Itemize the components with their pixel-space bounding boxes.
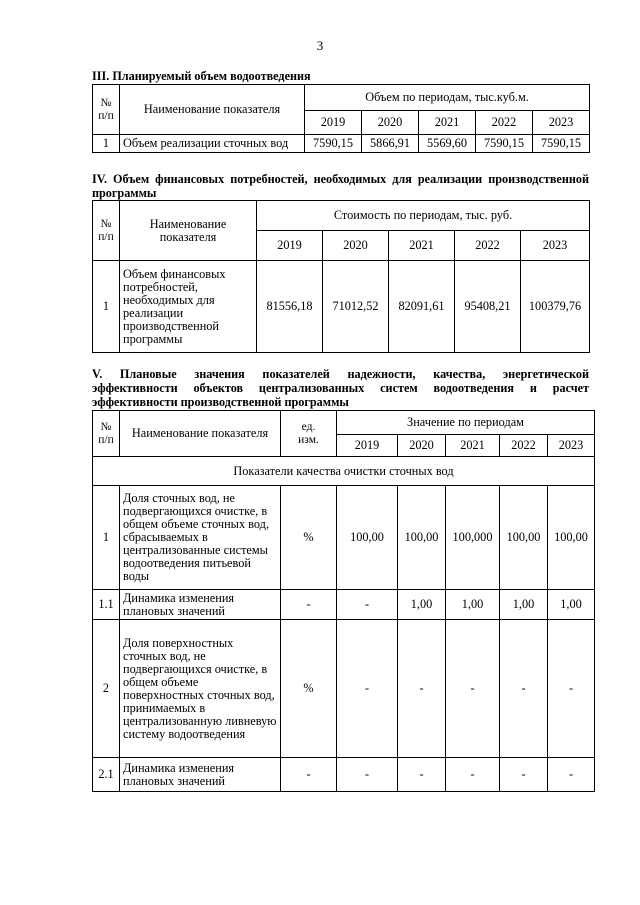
row-no: 1.1 (93, 590, 120, 620)
col-periods-header: Стоимость по периодам, тыс. руб. (257, 201, 590, 231)
row-value: 7590,15 (476, 135, 533, 153)
row-value: 82091,61 (389, 261, 455, 353)
table-row (93, 486, 595, 590)
table-row (93, 135, 590, 153)
group-title: Показатели качества очистки сточных вод (93, 457, 595, 486)
row-value: - (337, 620, 398, 758)
col-name-header: Наименование показателя (120, 201, 257, 261)
year-header: 2023 (521, 231, 590, 261)
row-value: 100,000 (446, 486, 500, 590)
section-3-heading: III. Планируемый объем водоотведения (92, 69, 311, 83)
row-value: 5866,91 (362, 135, 419, 153)
col-unit-header: ед. изм. (281, 411, 337, 457)
year-header: 2022 (455, 231, 521, 261)
row-name: Объем реализации сточных вод (120, 135, 305, 153)
row-no: 1 (93, 261, 120, 353)
row-no: 2 (93, 620, 120, 758)
year-header: 2020 (323, 231, 389, 261)
row-name: Динамика изменения плановых значений (120, 758, 281, 792)
col-name-header: Наименование показателя (120, 411, 281, 457)
year-header: 2023 (548, 435, 595, 457)
col-name-header: Наименование показателя (120, 85, 305, 135)
year-header: 2019 (305, 111, 362, 135)
page-number: 3 (316, 38, 324, 53)
row-value: 7590,15 (305, 135, 362, 153)
row-name: Доля сточных вод, не подвергающихся очистке, в общем объеме сточных вод, сбрасываемых в централизованные системы водоотведения питьевой воды (120, 486, 281, 590)
water-disposal-volume-table (92, 84, 590, 153)
table-row (93, 261, 590, 353)
table-row (93, 758, 595, 792)
row-name: Динамика изменения плановых значений (120, 590, 281, 620)
row-value: - (398, 758, 446, 792)
row-no: 1 (93, 486, 120, 590)
row-no: 1 (93, 135, 120, 153)
row-value: - (446, 620, 500, 758)
row-value: 5569,60 (419, 135, 476, 153)
col-no-header: № п/п (93, 85, 120, 135)
row-value: 1,00 (446, 590, 500, 620)
year-header: 2023 (533, 111, 590, 135)
year-header: 2021 (446, 435, 500, 457)
year-header: 2022 (476, 111, 533, 135)
row-value: 100,00 (548, 486, 595, 590)
col-periods-header: Значение по периодам (337, 411, 595, 435)
col-periods-header: Объем по периодам, тыс.куб.м. (305, 85, 590, 111)
row-value: 100,00 (500, 486, 548, 590)
row-value: 71012,52 (323, 261, 389, 353)
row-name: Доля поверхностных сточных вод, не подвергающихся очистке, в общем объеме поверхностных сточных вод, принимаемых в централизованную ливневую систему водоотведения (120, 620, 281, 758)
row-value: 95408,21 (455, 261, 521, 353)
row-value: - (446, 758, 500, 792)
row-unit: % (281, 620, 337, 758)
row-value: 100,00 (337, 486, 398, 590)
row-unit: - (281, 758, 337, 792)
row-value: - (500, 620, 548, 758)
year-header: 2020 (362, 111, 419, 135)
row-value: 1,00 (398, 590, 446, 620)
row-unit: - (281, 590, 337, 620)
year-header: 2020 (398, 435, 446, 457)
year-header: 2021 (389, 231, 455, 261)
row-value: 100379,76 (521, 261, 590, 353)
table-row (93, 590, 595, 620)
col-no-header: № п/п (93, 411, 120, 457)
section-5-heading: V. Плановые значения показателей надежности, качества, энергетической эффективности объектов централизованных систем водоотведения и расчет эффективности производственной программы (92, 367, 589, 409)
row-value: 1,00 (500, 590, 548, 620)
row-value: - (337, 590, 398, 620)
row-value: - (500, 758, 548, 792)
year-header: 2019 (337, 435, 398, 457)
row-no: 2.1 (93, 758, 120, 792)
reliability-indicators-table (92, 410, 595, 792)
financial-needs-table (92, 200, 590, 353)
year-header: 2019 (257, 231, 323, 261)
row-value: - (548, 620, 595, 758)
year-header: 2022 (500, 435, 548, 457)
row-value: - (337, 758, 398, 792)
row-name: Объем финансовых потребностей, необходимых для реализации производственной программы (120, 261, 257, 353)
row-unit: % (281, 486, 337, 590)
row-value: 100,00 (398, 486, 446, 590)
row-value: 81556,18 (257, 261, 323, 353)
table-row (93, 620, 595, 758)
year-header: 2021 (419, 111, 476, 135)
row-value: 1,00 (548, 590, 595, 620)
row-value: - (398, 620, 446, 758)
section-4-heading: IV. Объем финансовых потребностей, необходимых для реализации производственной программы (92, 172, 589, 200)
row-value: - (548, 758, 595, 792)
row-value: 7590,15 (533, 135, 590, 153)
col-no-header: № п/п (93, 201, 120, 261)
